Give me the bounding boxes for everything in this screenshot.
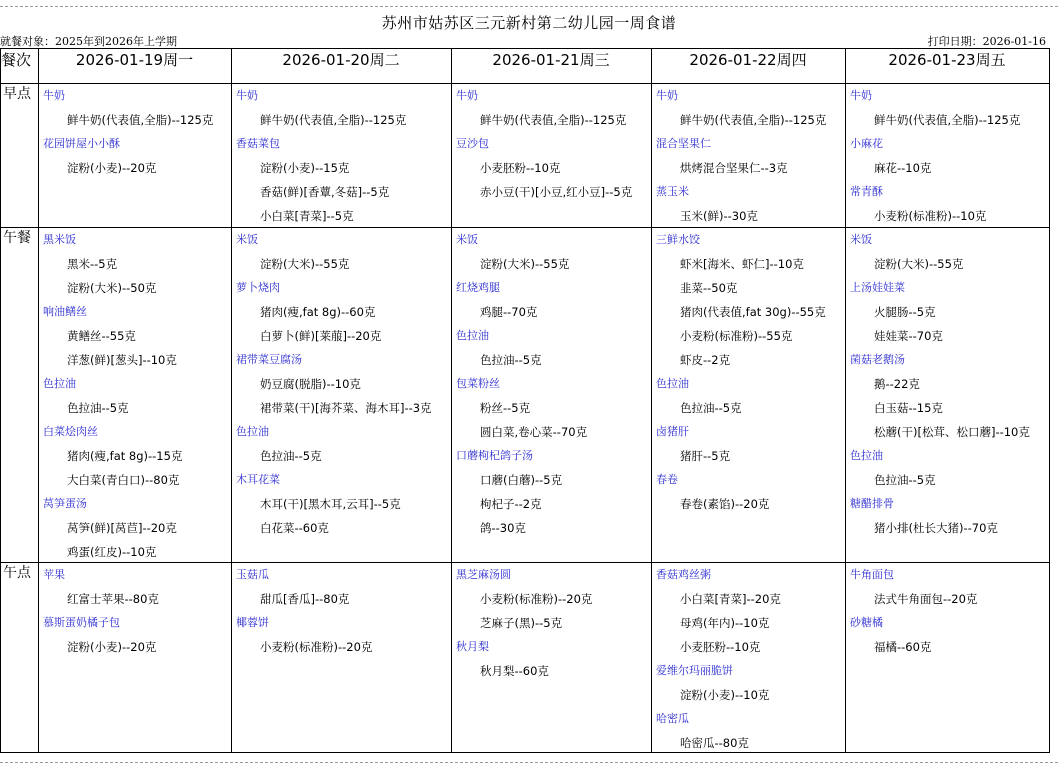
dish-name: 香菇鸡丝粥 (656, 568, 711, 581)
dish-name: 糖醋排骨 (850, 497, 894, 510)
dish-name: 慕斯蛋奶橘子包 (43, 616, 120, 629)
dish-name: 色拉油 (850, 449, 883, 462)
menu-cell (232, 563, 450, 659)
dish-name: 萝卜烧肉 (236, 281, 280, 294)
menu-cell (652, 84, 844, 228)
ingredient-item: 淀粉(小麦)--20克 (67, 161, 157, 175)
ingredient-item: 大白菜(青白口)--80克 (67, 473, 180, 487)
day-header: 2026-01-19周一 (75, 51, 194, 69)
dish-name: 口蘑枸杞鸽子汤 (456, 449, 533, 462)
ingredient-item: 猪小排(杜长大猪)--70克 (874, 521, 998, 535)
page-title: 苏州市姑苏区三元新村第二幼儿园一周食谱 (381, 14, 677, 32)
dish-name: 牛奶 (656, 89, 678, 102)
ingredient-item: 黑米--5克 (67, 257, 118, 271)
ingredient-item: 红富士苹果--80克 (67, 592, 159, 606)
ingredient-item: 虾米[海米、虾仁]--10克 (680, 257, 804, 271)
dish-name: 包菜粉丝 (456, 377, 500, 390)
menu-cell (846, 563, 1048, 659)
ingredient-item: 洋葱(鲜)[葱头]--10克 (67, 353, 177, 367)
menu-cell (232, 84, 450, 228)
dish-name: 木耳花菜 (236, 473, 280, 486)
ingredient-item: 猪肝--5克 (680, 449, 731, 463)
ingredient-item: 奶豆腐(脱脂)--10克 (260, 377, 361, 391)
ingredient-item: 木耳(干)[黑木耳,云耳]--5克 (260, 497, 401, 511)
ingredient-item: 哈密瓜--80克 (680, 736, 749, 750)
dish-name: 上汤娃娃菜 (850, 281, 905, 294)
dish-name: 色拉油 (456, 329, 489, 342)
dish-name: 哈密瓜 (656, 712, 689, 725)
dish-name: 响油鳝丝 (43, 305, 87, 318)
dish-name: 秋月梨 (456, 640, 489, 653)
menu-cell (452, 84, 650, 204)
ingredient-item: 鹅--22克 (874, 377, 920, 391)
ingredient-item: 母鸡(年内)--10克 (680, 616, 770, 630)
ingredient-item: 韭菜--50克 (680, 281, 738, 295)
dish-name: 香菇菜包 (236, 137, 280, 150)
dish-name: 蒸玉米 (656, 185, 689, 198)
ingredient-item: 裙带菜(干)[海芥菜、海木耳]--3克 (260, 401, 432, 415)
dish-name: 色拉油 (236, 425, 269, 438)
dish-name: 红烧鸡腿 (456, 281, 500, 294)
dining-target: 就餐对象：2025年到2026年上学期 (0, 35, 177, 48)
ingredient-item: 小麦粉(标准粉)--10克 (874, 209, 987, 223)
ingredient-item: 春卷(素馅)--20克 (680, 497, 770, 511)
dish-name: 常青酥 (850, 185, 883, 198)
dish-name: 豆沙包 (456, 137, 489, 150)
menu-cell (652, 563, 844, 755)
menu-cell (846, 84, 1048, 228)
ingredient-item: 淀粉(大米)--55克 (260, 257, 350, 271)
ingredient-item: 鲜牛奶(代表值,全脂)--125克 (874, 113, 1021, 127)
dish-name: 爱维尔玛丽脆饼 (656, 664, 733, 677)
ingredient-item: 色拉油--5克 (67, 401, 129, 415)
dish-name: 黑芝麻汤圆 (456, 568, 511, 581)
ingredient-item: 圆白菜,卷心菜--70克 (480, 425, 588, 439)
meal-label: 午餐 (3, 230, 31, 246)
meal-label: 早点 (3, 86, 31, 102)
ingredient-item: 枸杞子--2克 (480, 497, 542, 511)
ingredient-item: 色拉油--5克 (480, 353, 542, 367)
dish-name: 米饭 (236, 233, 258, 246)
dish-name: 混合坚果仁 (656, 137, 711, 150)
ingredient-item: 色拉油--5克 (874, 473, 936, 487)
ingredient-item: 淀粉(小麦)--10克 (680, 688, 770, 702)
dish-name: 春卷 (656, 473, 678, 486)
top-dashed-line (0, 6, 1058, 7)
ingredient-item: 白萝卜(鲜)[莱菔]--20克 (260, 329, 382, 343)
menu-cell (452, 228, 650, 540)
ingredient-item: 白花菜--60克 (260, 521, 329, 535)
ingredient-item: 猪肉(代表值,fat 30g)--55克 (680, 305, 826, 319)
ingredient-item: 口蘑(白蘑)--5克 (480, 473, 563, 487)
dish-name: 小麻花 (850, 137, 883, 150)
menu-cell (232, 228, 450, 540)
ingredient-item: 白玉菇--15克 (874, 401, 943, 415)
ingredient-item: 鸡蛋(红皮)--10克 (67, 545, 157, 559)
ingredient-item: 娃娃菜--70克 (874, 329, 943, 343)
menu-table (0, 48, 1050, 753)
ingredient-item: 色拉油--5克 (680, 401, 742, 415)
dish-name: 玉菇瓜 (236, 568, 269, 581)
ingredient-item: 鲜牛奶(代表值,全脂)--125克 (67, 113, 214, 127)
ingredient-item: 鲜牛奶(代表值,全脂)--125克 (260, 113, 407, 127)
dish-name: 米饭 (456, 233, 478, 246)
ingredient-item: 淀粉(小麦)--15克 (260, 161, 350, 175)
dish-name: 花园饼屋小小酥 (43, 137, 120, 150)
print-date: 打印日期：2026-01-16 (927, 35, 1046, 48)
ingredient-item: 松蘑(干)[松茸、松口蘑]--10克 (874, 425, 1030, 439)
corner-label: 餐次 (1, 51, 32, 69)
dish-name: 砂糖橘 (850, 616, 883, 629)
ingredient-item: 小麦胚粉--10克 (680, 640, 761, 654)
ingredient-item: 火腿肠--5克 (874, 305, 936, 319)
ingredient-item: 甜瓜[香瓜]--80克 (260, 592, 350, 606)
day-header: 2026-01-21周三 (492, 51, 610, 69)
ingredient-item: 鸡腿--70克 (480, 305, 538, 319)
ingredient-item: 淀粉(大米)--50克 (67, 281, 157, 295)
dish-name: 裙带菜豆腐汤 (236, 353, 302, 366)
ingredient-item: 色拉油--5克 (260, 449, 322, 463)
menu-cell (652, 228, 844, 516)
ingredient-item: 小麦胚粉--10克 (480, 161, 561, 175)
dish-name: 米饭 (850, 233, 872, 246)
ingredient-item: 小麦粉(标准粉)--55克 (680, 329, 793, 343)
dish-name: 白菜烩肉丝 (43, 425, 98, 438)
dish-name: 三鲜水饺 (656, 233, 700, 246)
ingredient-item: 福橘--60克 (874, 640, 932, 654)
ingredient-item: 麻花--10克 (874, 161, 932, 175)
dish-name: 牛奶 (43, 89, 65, 102)
menu-cell (452, 563, 650, 683)
bottom-dashed-line (0, 762, 1058, 763)
dish-name: 牛奶 (236, 89, 258, 102)
ingredient-item: 淀粉(大米)--55克 (874, 257, 964, 271)
ingredient-item: 玉米(鲜)--30克 (680, 209, 758, 223)
ingredient-item: 黄鳝丝--55克 (67, 329, 136, 343)
ingredient-item: 虾皮--2克 (680, 353, 731, 367)
dish-name: 牛角面包 (850, 568, 894, 581)
dish-name: 黑米饭 (43, 233, 76, 246)
ingredient-item: 莴笋(鲜)[莴苣]--20克 (67, 521, 177, 535)
ingredient-item: 猪肉(瘦,fat 8g)--15克 (67, 449, 183, 463)
ingredient-item: 小麦粉(标准粉)--20克 (480, 592, 593, 606)
menu-cell (39, 563, 230, 659)
dish-name: 牛奶 (850, 89, 872, 102)
dish-name: 菌菇老鹅汤 (850, 353, 905, 366)
ingredient-item: 赤小豆(干)[小豆,红小豆]--5克 (480, 185, 633, 199)
menu-cell (846, 228, 1048, 540)
day-header: 2026-01-23周五 (888, 51, 1006, 69)
ingredient-item: 粉丝--5克 (480, 401, 531, 415)
dish-name: 色拉油 (43, 377, 76, 390)
menu-cell (39, 228, 230, 564)
ingredient-item: 法式牛角面包--20克 (874, 592, 978, 606)
ingredient-item: 淀粉(小麦)--20克 (67, 640, 157, 654)
ingredient-item: 芝麻子(黑)--5克 (480, 616, 563, 630)
ingredient-item: 猪肉(瘦,fat 8g)--60克 (260, 305, 376, 319)
ingredient-item: 烘烤混合坚果仁--3克 (680, 161, 788, 175)
day-header: 2026-01-20周二 (282, 51, 400, 69)
ingredient-item: 小白菜[青菜]--20克 (680, 592, 781, 606)
ingredient-item: 鲜牛奶(代表值,全脂)--125克 (680, 113, 827, 127)
dish-name: 色拉油 (656, 377, 689, 390)
dish-name: 椰蓉饼 (236, 616, 269, 629)
dish-name: 苹果 (43, 568, 65, 581)
dish-name: 卤猪肝 (656, 425, 689, 438)
ingredient-item: 小麦粉(标准粉)--20克 (260, 640, 373, 654)
ingredient-item: 香菇(鲜)[香蕈,冬菇]--5克 (260, 185, 390, 199)
ingredient-item: 小白菜[青菜]--5克 (260, 209, 354, 223)
day-header: 2026-01-22周四 (689, 51, 807, 69)
menu-cell (39, 84, 230, 180)
ingredient-item: 鲜牛奶(代表值,全脂)--125克 (480, 113, 627, 127)
dish-name: 莴笋蛋汤 (43, 497, 87, 510)
meal-label: 午点 (3, 565, 31, 581)
ingredient-item: 鸽--30克 (480, 521, 526, 535)
ingredient-item: 淀粉(大米)--55克 (480, 257, 570, 271)
ingredient-item: 秋月梨--60克 (480, 664, 549, 678)
dish-name: 牛奶 (456, 89, 478, 102)
